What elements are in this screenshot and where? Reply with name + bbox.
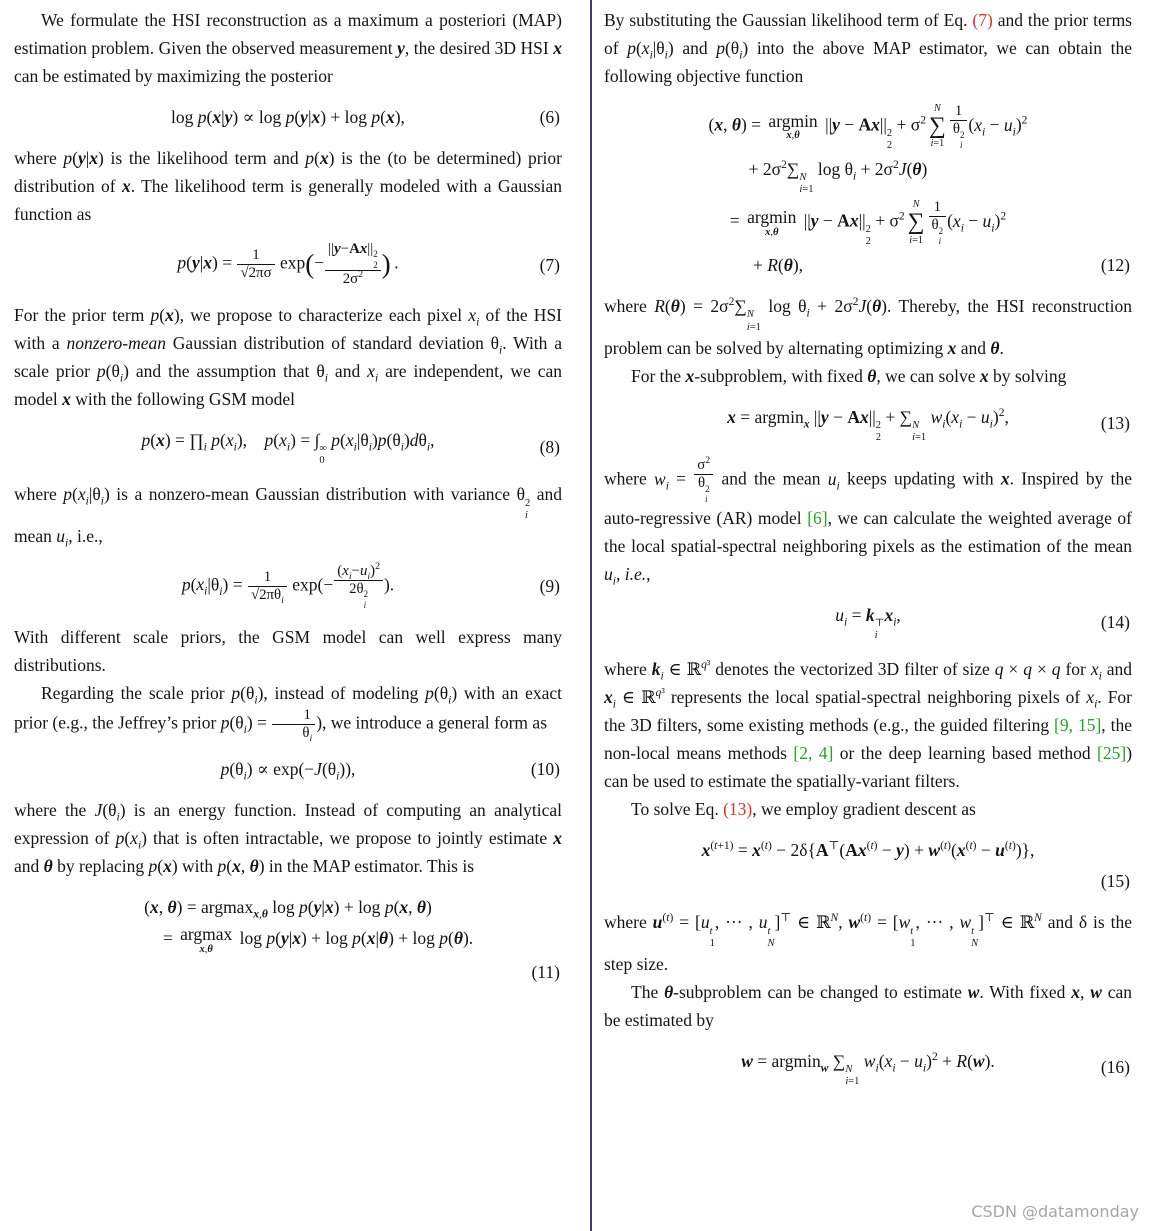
paragraph: where $w_i$ = $\sigma^2$ θ 2 i and the mean $u_i$ keeps updating with x. Inspired by the auto-regressive (AR) model [6], we can calculate the weighted average of the local spatial-spectral neighboring pixels as the estimation of the mean $u_i$, i.e., — [604, 455, 1132, 588]
equation-line — [14, 958, 562, 986]
equation — [604, 403, 1132, 444]
column-divider — [590, 0, 592, 1231]
equation-math: $p(\theta_i) \propto \exp(-J(\theta_i))$, — [220, 759, 356, 783]
equation-math: $p(x) = \prod_i$ $p(x_i)$, $p(x_i)$ = ∫ ∞ 0 $p(x_i|\theta_i)p(\theta_i)d\theta_i$, — [141, 430, 435, 467]
paragraph: The θ-subproblem can be changed to estimate w. With fixed x, w can be estimated by — [604, 981, 1133, 1030]
paragraph: For the x-subproblem, with fixed θ, we can solve x by solving — [631, 365, 1067, 386]
citation-ref[interactable]: [9, 15] — [1054, 715, 1102, 736]
equation-number: (14) — [1100, 611, 1130, 632]
equation-line — [604, 836, 1132, 864]
equation — [604, 601, 1132, 642]
equation-number: (16) — [1100, 1057, 1130, 1078]
paragraph: where $u^{(t)} = [u$ t 1 , ··· , u t N ]⊤ ∈ ℝ$^N$, $w^{(t)} = [w$ t 1 , ··· , w t N ]⊤ ∈ ℝ$^N$ and δ is the step size. — [604, 912, 1133, 974]
equation — [604, 836, 1132, 895]
equation-ref[interactable]: (7) — [972, 10, 993, 30]
equation-line — [14, 426, 562, 467]
equation-number: (12) — [1100, 255, 1130, 276]
equation-math: (x, θ) = argmin x,θ ||y − Ax|| 2 2 + $\sigma^2$ N ∑ i=1 1 θ 2 i $(x_i - u_i)^2$ — [708, 103, 1028, 151]
equation — [14, 103, 562, 131]
equation-line — [604, 251, 1132, 279]
equation-line — [604, 601, 1132, 642]
equation-number: (9) — [539, 576, 560, 597]
equation-number: (7) — [539, 254, 560, 275]
paragraph: where p(y|x) is the likelihood term and p(x) is the (to be determined) prior distribution of x. The likelihood term is generally modeled with a Gaussian function as — [14, 148, 562, 224]
paragraph: where $R(\theta) = 2\sigma^2\sum$ N i=1 $\log \theta_i + 2\sigma^2J(\theta)$. Thereby, the HSI reconstruction problem can be solved by alternating optimizing x and θ. — [604, 296, 1132, 358]
equation-line — [14, 560, 562, 610]
equation-math: p(y|x) = $\frac{1}{√2\pi\sigma}$ exp(− ||y−Ax|| 2 2 $2\sigma^2$ ) . — [177, 241, 399, 287]
equation — [14, 560, 562, 610]
equation-line — [14, 924, 562, 955]
equation-number: (15) — [1100, 871, 1130, 892]
equation-math: (x, θ) = argmax$_{x,\theta}$ log p(y|x) + log p(x, θ) — [144, 897, 432, 921]
watermark: CSDN @datamonday — [971, 1202, 1139, 1222]
equation-line — [14, 103, 562, 131]
equation — [14, 426, 562, 467]
equation-line — [604, 103, 1132, 152]
equation-math: + $2\sigma^2\sum$ N i=1 $\log \theta_i + 2\sigma^2J(\theta)$ — [748, 158, 928, 196]
citation-ref[interactable]: [6] — [807, 508, 828, 529]
paragraph: For the prior term p(x), we propose to characterize each pixel $x_i$ of the HSI with a nonzero-mean Gaussian distribution of standard deviation $\theta_i$. With a scale prior $p(\theta_i)$ and the assumption that $\theta_i$ and $x_i$ are independent, we can model x with the following GSM model — [14, 305, 563, 410]
equation-line — [14, 893, 562, 921]
citation-ref[interactable]: [25] — [1097, 743, 1127, 764]
citation-ref[interactable]: [2, 4] — [793, 743, 834, 764]
equation — [14, 755, 562, 783]
equation-math: = argmax x,θ log p(y|x) + log p(x|θ) + log p(θ). — [162, 924, 474, 955]
equation-number: (8) — [539, 436, 560, 457]
equation-math: log p(x|y) ∝ log p(y|x) + log p(x), — [171, 107, 405, 127]
paragraph: where $p(x_i|\theta_i)$ is a nonzero-mean Gaussian distribution with variance θ 2 i and mean $u_i$, i.e., — [14, 484, 562, 550]
left-column — [14, 6, 562, 999]
paragraph: where the $J(\theta_i)$ is an energy function. Instead of computing an analytical expression of $p(x_i)$ that is often intractable, we propose to jointly estimate x and θ by replacing p(x) with p(x, θ) in the MAP estimator. This is — [14, 800, 562, 877]
equation-math: w = argmin$_w$ ∑ N i=1 $w_i(x_i - u_i)^2 + R(w)$. — [741, 1050, 995, 1088]
paragraph: We formulate the HSI reconstruction as a maximum a posteriori (MAP) estimation problem. Given the observed measurement y, the desired 3D HSI x can be estimated by maximizing the posterior — [14, 10, 562, 86]
paragraph: To solve Eq. (13), we employ gradient descent as — [631, 799, 976, 820]
right-column — [604, 6, 1132, 1101]
equation-math: + R(θ), — [752, 255, 804, 276]
equation-line — [604, 1047, 1132, 1088]
equation — [14, 893, 562, 986]
paragraph: By substituting the Gaussian likelihood term of Eq. (7) and the prior terms of $p(x_i|\theta_i)$ and $p(\theta_i)$ into the above MAP estimator, we can obtain the following objective function — [604, 10, 1133, 86]
equation-number: (11) — [531, 961, 560, 982]
paragraph: Regarding the scale prior $p(\theta_i)$, instead of modeling $p(\theta_i)$ with an exact prior (e.g., the Jeffrey’s prior $p(\theta_i)$ = $\frac{1}{\theta_i}$ ), we introduce a general form as — [14, 682, 563, 744]
equation-line — [604, 867, 1132, 895]
equation-line — [14, 241, 562, 288]
equation-line — [604, 199, 1132, 248]
equation — [604, 1047, 1132, 1088]
equation — [14, 241, 562, 288]
paragraph: With different scale priors, the GSM model can well express many distributions. — [14, 626, 562, 675]
equation-line — [604, 403, 1132, 444]
equation-ref[interactable]: (13) — [723, 799, 753, 820]
equation-number: (6) — [539, 107, 560, 127]
equation-math: x = argmin$_x$ ||y − Ax|| 2 2 + ∑ N i=1 $w_i(x_i - u_i)^2$, — [727, 406, 1009, 443]
equation-math: $p(x_i|\theta_i)$ = $\frac{1}{√2\pi\theta_i}$ exp(− $(x_i-u_i)^2$ 2θ 2 i ). — [181, 560, 395, 610]
equation-line — [604, 155, 1132, 196]
equation-number: (13) — [1100, 413, 1130, 434]
equation-math: = argmin x,θ ||y − Ax|| 2 2 + $\sigma^2$ N ∑ i=1 1 θ 2 i $(x_i - u_i)^2$ — [729, 199, 1007, 248]
equation-math: $u_i = k$ ⊤ i $x_i$, — [835, 605, 901, 642]
equation — [604, 103, 1132, 279]
equation-line — [14, 755, 562, 783]
paragraph: where $k_i$ ∈ ℝ$^{q^3}$ denotes the vectorized 3D filter of size q × q × q for $x_i$ and $x_i$ ∈ ℝ$^{q^3}$ represents the local spatial-spectral neighboring pixels of $x_i$. For the 3D filters, some existing methods (e.g., the guided filtering [9, 15], the non-local means methods [2, 4] or the deep learning based method [25]) can be used to estimate the spatially-variant filters. — [604, 659, 1133, 792]
equation-math: $x^{(t+1)} = x^{(t)} - 2\delta\{A^⊤(Ax^{(t)} - y) + w^{(t)}(x^{(t)} - u^{(t)})\}$, — [701, 840, 1035, 861]
equation-number: (10) — [530, 759, 560, 780]
